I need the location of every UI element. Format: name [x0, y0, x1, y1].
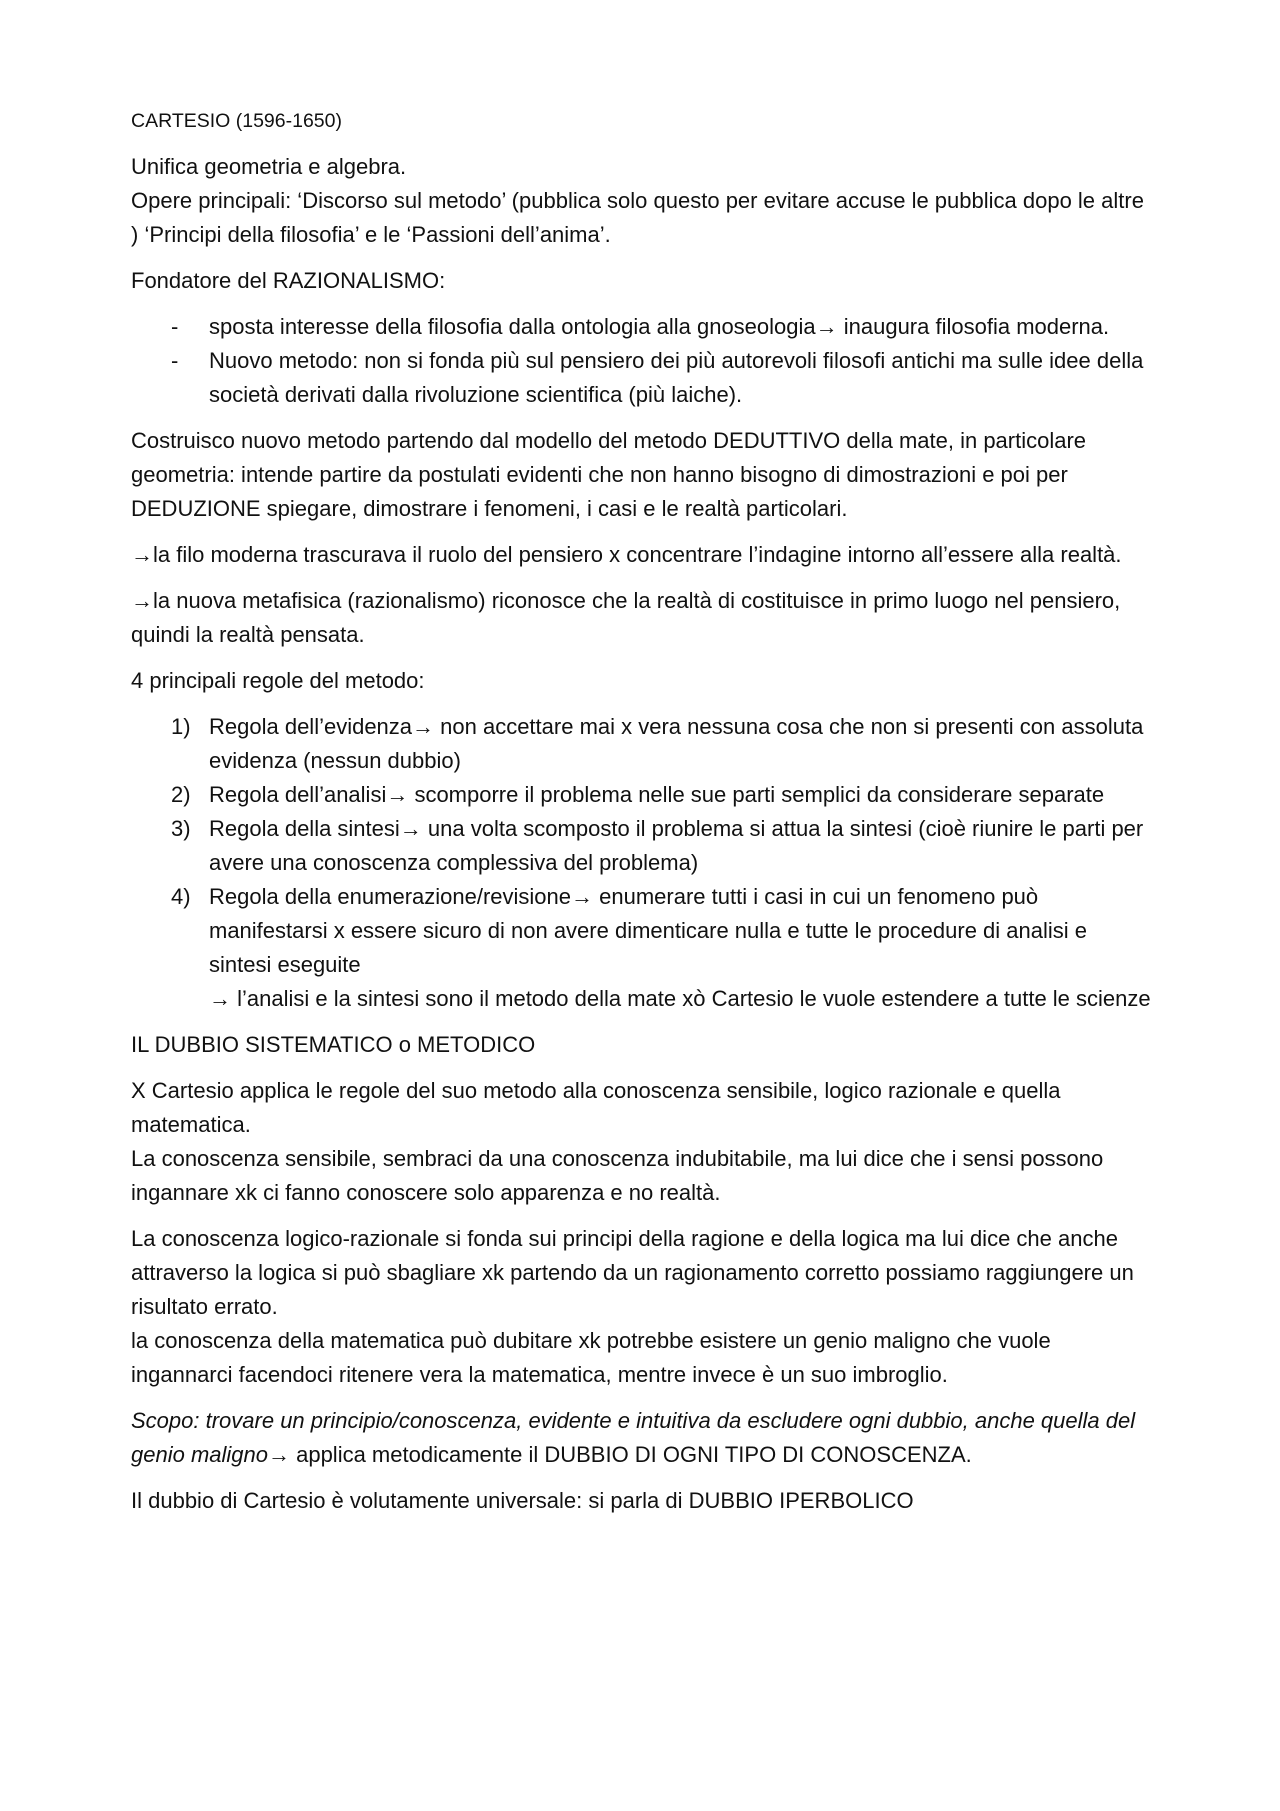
rationalism-heading: Fondatore del RAZIONALISMO: [131, 268, 446, 293]
rules-heading: 4 principali regole del metodo: [131, 668, 425, 693]
rationalism-list [131, 310, 1151, 412]
rule-number: 2) [171, 782, 191, 807]
scope-paragraph [131, 1404, 1151, 1472]
rule-text: Regola della enumerazione/revisione→ enumerare tutti i casi in cui un fenomeno può manifestarsi x essere sicuro di non avere dimenticare nulla e tutte le procedure di analisi e sintesi eseguite [209, 884, 1088, 977]
intro-line: Unifica geometria e algebra. [131, 154, 407, 179]
doubt-paragraph [131, 1074, 1151, 1210]
doubt-line: la conoscenza della matematica può dubitare xk potrebbe esistere un genio maligno che vuole ingannarci facendoci ritenere vera la matematica, mentre invece è un suo imbroglio. [131, 1328, 1051, 1387]
note-paragraph: →la nuova metafisica (razionalismo) riconosce che la realtà di costituisce in primo luogo nel pensiero, quindi la realtà pensata. [131, 588, 1121, 647]
doubt-line: La conoscenza logico-razionale si fonda sui principi della ragione e della logica ma lui dice che anche attraverso la logica si può sbagliare xk partendo da un ragionamento corretto possiamo raggiungere un risultato errato. [131, 1226, 1134, 1319]
rule-text: Regola dell’evidenza→ non accettare mai x vera nessuna cosa che non si presenti con assoluta evidenza (nessun dubbio) [209, 714, 1144, 773]
doubt-line: La conoscenza sensibile, sembraci da una conoscenza indubitabile, ma lui dice che i sensi possono ingannare xk ci fanno conoscere solo apparenza e no realtà. [131, 1146, 1104, 1205]
rule-text: Regola della sintesi→ una volta scomposto il problema si attua la sintesi (cioè riunire le parti per avere una conoscenza complessiva del problema) [209, 816, 1144, 875]
list-item [131, 880, 1151, 1016]
list-item [131, 310, 1151, 344]
rule-text: Regola dell’analisi→ scomporre il problema nelle sue parti semplici da considerare separate [209, 782, 1105, 807]
scope-rest: → applica metodicamente il DUBBIO DI OGNI TIPO DI CONOSCENZA. [267, 1442, 972, 1467]
bullet-marker: - [171, 348, 179, 373]
document-body [131, 104, 1151, 1530]
doubt-paragraph [131, 1222, 1151, 1392]
intro-paragraph [131, 150, 1151, 252]
rule-number: 3) [171, 816, 191, 841]
note-paragraph: →la filo moderna trascurava il ruolo del pensiero x concentrare l’indagine intorno all’essere alla realtà. [131, 542, 1122, 567]
conclusion-paragraph: Il dubbio di Cartesio è volutamente universale: si parla di DUBBIO IPERBOLICO [131, 1488, 914, 1513]
scope-italic: Scopo: trovare un principio/conoscenza, evidente e intuitiva da escludere ogni dubbio, anche quella del genio maligno [131, 1408, 1136, 1467]
list-item [131, 710, 1151, 778]
rule-number: 4) [171, 884, 191, 909]
list-item [131, 812, 1151, 880]
method-paragraph: Costruisco nuovo metodo partendo dal modello del metodo DEDUTTIVO della mate, in particolare geometria: intende partire da postulati evidenti che non hanno bisogno di dimostrazioni e poi per DEDUZIONE spiegare, dimostrare i fenomeni, i casi e le realtà particolari. [131, 428, 1087, 521]
doubt-heading: IL DUBBIO SISTEMATICO o METODICO [131, 1032, 536, 1057]
list-item [131, 344, 1151, 412]
list-item-text: Nuovo metodo: non si fonda più sul pensiero dei più autorevoli filosofi antichi ma sulle idee della società derivati dalla rivoluzione scientifica (più laiche). [209, 348, 1144, 407]
rules-list [131, 710, 1151, 1016]
doubt-line: X Cartesio applica le regole del suo metodo alla conoscenza sensibile, logico razionale e quella matematica. [131, 1078, 1061, 1137]
document-title: CARTESIO (1596-1650) [131, 110, 342, 132]
list-item [131, 778, 1151, 812]
intro-line: Opere principali: ‘Discorso sul metodo’ (pubblica solo questo per evitare accuse le pubblica dopo le altre ) ‘Principi della filosofia’ e le ‘Passioni dell’anima’. [131, 188, 1144, 247]
list-item-text: sposta interesse della filosofia dalla ontologia alla gnoseologia→ inaugura filosofia moderna. [209, 314, 1110, 339]
rules-note: → l’analisi e la sintesi sono il metodo della mate xò Cartesio le vuole estendere a tutte le scienze [209, 986, 1151, 1011]
rule-number: 1) [171, 714, 191, 739]
bullet-marker: - [171, 314, 179, 339]
